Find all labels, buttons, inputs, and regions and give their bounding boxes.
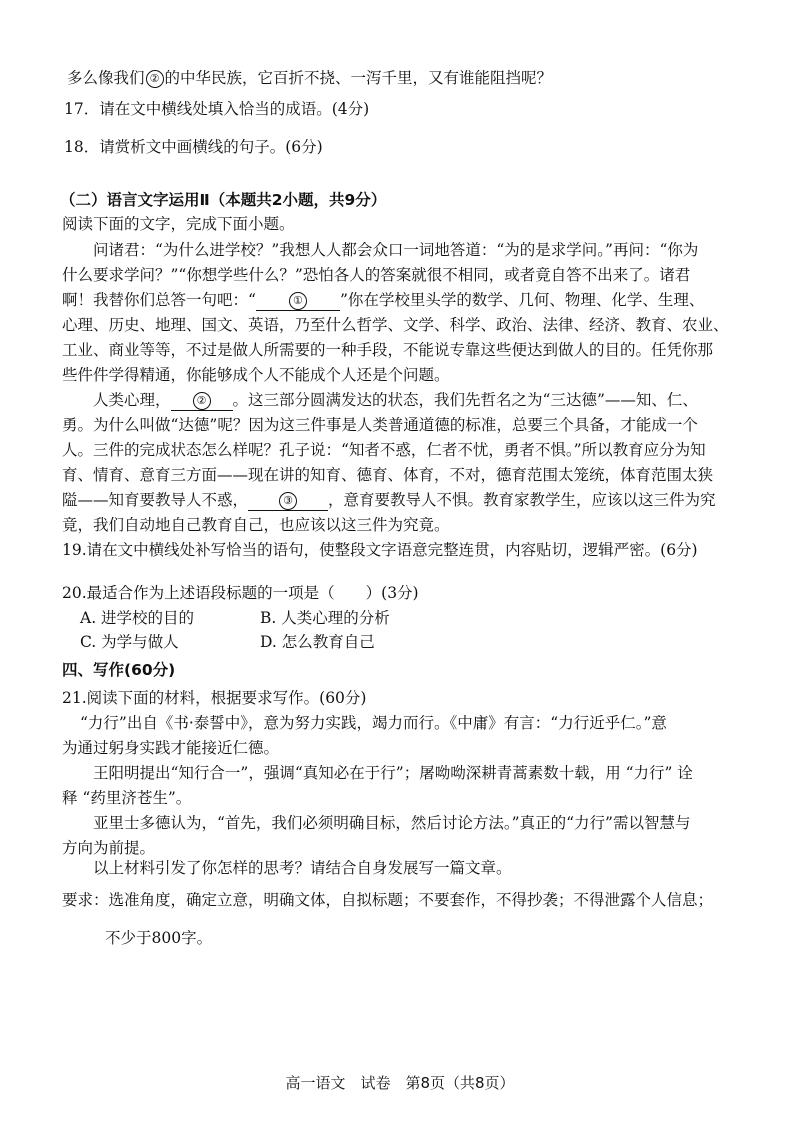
question-18: 18．请赏析文中画横线的句子。(6分) (64, 138, 323, 156)
section-intro: 阅读下面的文字，完成下面小题。 (62, 215, 295, 233)
material-line: “力行”出自《书·泰誓中》，意为努力实践，竭力而行。《中庸》有言：“力行近乎仁。”意 (80, 714, 667, 732)
material-line: 方向为前提。 (62, 839, 156, 857)
material-line: 以上材料引发了你怎样的思考？请结合自身发展写一篇文章。 (93, 859, 512, 877)
paragraph-line: 些件件学得精通，你能够成个人不能成个人还是个问题。 (62, 366, 450, 384)
paragraph-line: 什么要求学问？”“你想学些什么？”恐怕各人的答案就很不相同，或者竟自答不出来了。诸君 (62, 266, 691, 284)
paragraph-line: 人类心理， ② 。这三部分圆满发达的状态，我们先哲名之为“三达德”——知、仁、 (93, 391, 698, 409)
fill-blank-1: ① (256, 292, 340, 311)
paragraph-line: 工业、商业等等，不过是做人所需要的一种手段，不能说专靠这些便达到做人的目的。任凭你那 (62, 341, 714, 359)
text-line: 多么像我们 ② 的中华民族，它百折不挠、一泻千里，又有谁能阻挡呢？ (67, 69, 553, 87)
paragraph-line: 问诸君：“为什么进学校？”我想人人都会众口一词地答道：“为的是求学问。”再问：“你为 (93, 241, 699, 259)
material-line: 释 “药里济苍生”。 (62, 789, 192, 807)
question-19: 19.请在文中横线处补写恰当的语句，使整段文字语意完整连贯，内容贴切，逻辑严密。(6分) (62, 541, 698, 559)
paragraph-line: 育、情育、意育三方面——现在讲的知育、德育、体育，不对，德育范围太笼统，体育范围太狭 (62, 466, 714, 484)
fill-blank-2: ② (171, 392, 233, 411)
paragraph-line: 隘——知育要教导人不惑， ③ ，意育要教导人不惧。教育家教学生，应该以这三件为究 (62, 491, 716, 509)
option-b: B. 人类心理的分析 (260, 609, 390, 627)
material-line: 王阳明提出“知行合一”，强调“真知必在于行”；屠呦呦深耕青蒿素数十载，用 “力行” 诠 (93, 764, 693, 782)
paragraph-line: 啊！我替你们总答一句吧：“ ① ”你在学校里头学的数学、几何、物理、化学、生理、 (62, 291, 705, 309)
blank-mark-2: ② (145, 69, 165, 87)
section-heading-4: 四、写作(60分) (62, 661, 176, 679)
material-line: 亚里士多德认为，“首先，我们必须明确目标，然后讨论方法。”真正的“力行”需以智慧与 (93, 814, 691, 832)
material-line: 为通过躬身实践才能接近仁德。 (62, 739, 280, 757)
fill-blank-3: ③ (248, 492, 328, 511)
option-c: C. 为学与做人 (80, 633, 179, 651)
requirements-wordcount: 不少于800字。 (105, 929, 213, 947)
page-footer: 高一语文 试卷 第8页（共8页） (285, 1074, 515, 1092)
requirements: 要求：选准角度，确定立意，明确文体，自拟标题；不要套作，不得抄袭；不得泄露个人信息； (62, 891, 714, 909)
question-21: 21.阅读下面的材料，根据要求写作。(60分) (62, 689, 367, 707)
paragraph-line: 勇。为什么叫做“达德”呢？因为这三件事是人类普通道德的标准，总要三个具备，才能成一个 (62, 416, 698, 434)
paragraph-line: 人。三件的完成状态怎么样呢？孔子说：“知者不惑，仁者不忧，勇者不惧。”所以教育应分为知 (62, 441, 706, 459)
paragraph-line: 心理、历史、地理、国文、英语，乃至什么哲学、文学、科学、政治、法律、经济、教育、农业、 (62, 316, 729, 334)
section-heading-2: （二）语言文字运用Ⅱ（本题共2小题，共9分） (60, 191, 387, 209)
option-d: D. 怎么教育自己 (260, 633, 375, 651)
question-20: 20.最适合作为上述语段标题的一项是（ ）(3分) (62, 584, 419, 602)
option-a: A. 进学校的目的 (80, 609, 195, 627)
paragraph-line: 竟，我们自动地自己教育自己，也应该以这三件为究竟。 (62, 516, 450, 534)
question-17: 17．请在文中横线处填入恰当的成语。(4分) (64, 100, 370, 118)
